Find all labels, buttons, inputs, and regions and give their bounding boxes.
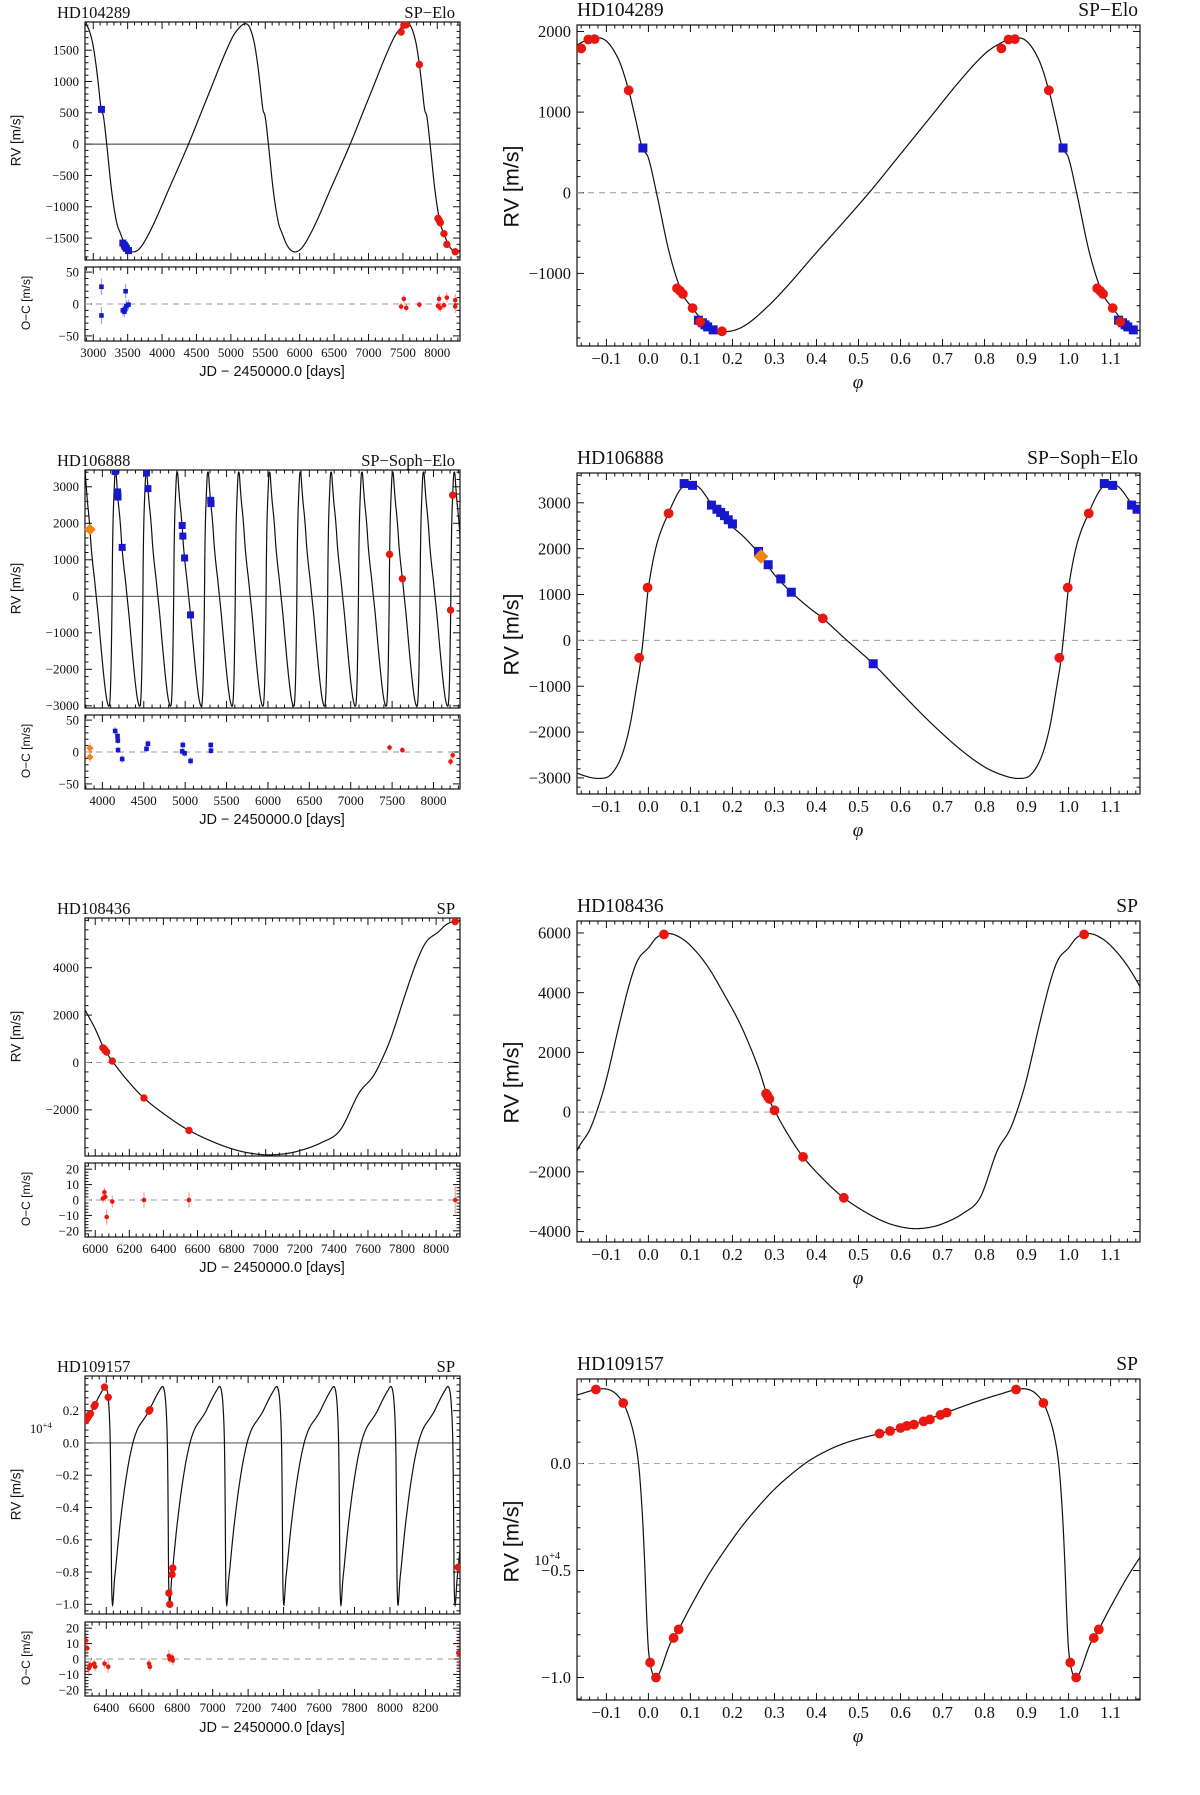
svg-text:2000: 2000 [538,539,571,559]
x-axis-label-jd: JD − 2450000.0 [days] [199,364,345,380]
svg-text:1.1: 1.1 [1100,1703,1121,1722]
svg-text:1.0: 1.0 [1058,1703,1079,1722]
svg-text:5000: 5000 [217,345,244,360]
instrument-label: SP−Soph−Elo [361,451,455,470]
svg-text:4500: 4500 [183,345,210,360]
svg-text:−20: −20 [58,1682,79,1698]
x-axis-label-jd: JD − 2450000.0 [days] [199,1260,345,1276]
svg-text:0.6: 0.6 [890,1703,911,1722]
svg-text:2000: 2000 [538,1042,571,1062]
svg-text:−0.6: −0.6 [55,1532,79,1548]
svg-text:0.0: 0.0 [62,1435,79,1451]
svg-text:7500: 7500 [379,793,406,808]
svg-text:6400: 6400 [150,1241,177,1256]
svg-text:7200: 7200 [286,1241,313,1256]
svg-text:−0.1: −0.1 [591,1703,622,1722]
svg-text:0.5: 0.5 [848,349,869,368]
svg-text:3000: 3000 [538,493,571,513]
svg-text:6200: 6200 [116,1241,143,1256]
y-axis-label-rv: RV [m/s] [8,1010,24,1063]
svg-text:0.9: 0.9 [1016,797,1037,816]
star-name: HD104289 [577,0,664,21]
svg-text:0.7: 0.7 [932,1703,953,1722]
svg-text:−0.4: −0.4 [55,1499,79,1515]
svg-text:0.2: 0.2 [722,1245,743,1264]
svg-text:1.0: 1.0 [1058,797,1079,816]
x-axis-label-phi: φ [852,1268,864,1289]
svg-text:4000: 4000 [538,983,571,1003]
svg-text:0.3: 0.3 [764,1245,785,1264]
svg-text:0.1: 0.1 [680,349,701,368]
svg-text:−1000: −1000 [528,264,571,284]
instrument-label: SP [1116,1354,1138,1375]
svg-text:−4000: −4000 [528,1222,571,1242]
svg-text:−3000: −3000 [45,698,79,714]
svg-text:7400: 7400 [320,1241,347,1256]
svg-text:−1500: −1500 [45,230,79,246]
x-axis-label-phi: φ [852,820,864,841]
svg-text:0.6: 0.6 [890,1245,911,1264]
svg-text:1.1: 1.1 [1100,797,1121,816]
y-axis-scale-label: $10^{+4}$ [534,1551,561,1569]
row-hd104289 [0,0,1200,449]
svg-text:0.4: 0.4 [806,1703,827,1722]
svg-text:5500: 5500 [213,793,240,808]
svg-text:6000: 6000 [538,923,571,943]
svg-text:0.1: 0.1 [680,1703,701,1722]
svg-text:−0.1: −0.1 [591,349,622,368]
svg-text:0.6: 0.6 [890,797,911,816]
svg-text:1.0: 1.0 [1058,1245,1079,1264]
rv-plots-hd106888 [0,448,1200,897]
svg-text:4500: 4500 [130,793,157,808]
svg-text:6500: 6500 [321,345,348,360]
svg-text:−0.5: −0.5 [541,1561,571,1581]
svg-text:0.7: 0.7 [932,349,953,368]
svg-text:6500: 6500 [296,793,323,808]
star-name: HD109157 [57,1357,131,1376]
svg-text:−1.0: −1.0 [541,1668,571,1688]
svg-text:0.8: 0.8 [974,349,995,368]
svg-text:0.9: 0.9 [1016,1245,1037,1264]
svg-text:−10: −10 [58,1207,79,1223]
instrument-label: SP [1116,896,1138,917]
svg-text:6000: 6000 [286,345,313,360]
svg-text:0: 0 [562,1102,571,1122]
svg-text:7000: 7000 [337,793,364,808]
svg-text:−50: −50 [58,776,79,792]
instrument-label: SP−Soph−Elo [1027,448,1138,469]
svg-text:2000: 2000 [53,1007,79,1023]
y-axis-label-oc: O−C [m/s] [19,275,33,331]
y-axis-label-rv: RV [m/s] [8,1468,24,1521]
svg-text:10: 10 [66,1177,79,1193]
svg-text:0: 0 [72,1651,79,1667]
svg-text:0.7: 0.7 [932,797,953,816]
svg-text:0.5: 0.5 [848,1703,869,1722]
svg-text:6600: 6600 [184,1241,211,1256]
star-name: HD106888 [577,448,664,469]
svg-text:0.5: 0.5 [848,1245,869,1264]
svg-text:20: 20 [66,1161,79,1177]
svg-text:1000: 1000 [53,73,79,89]
svg-text:4000: 4000 [149,345,176,360]
instrument-label: SP [436,1357,455,1376]
svg-text:0.5: 0.5 [848,797,869,816]
svg-text:0.4: 0.4 [806,1245,827,1264]
svg-text:5000: 5000 [172,793,199,808]
svg-text:8000: 8000 [424,345,451,360]
rv-plots-hd104289 [0,0,1200,449]
x-axis-label-phi: φ [852,1726,864,1747]
svg-text:3000: 3000 [53,479,79,495]
svg-text:8200: 8200 [412,1700,439,1715]
svg-text:0.3: 0.3 [764,797,785,816]
svg-text:0.3: 0.3 [764,349,785,368]
star-name: HD106888 [57,451,131,470]
svg-text:1500: 1500 [53,42,79,58]
svg-text:7800: 7800 [341,1700,368,1715]
svg-text:0: 0 [72,588,79,604]
svg-text:8000: 8000 [420,793,447,808]
svg-text:−20: −20 [58,1223,79,1239]
svg-text:−2000: −2000 [528,722,571,742]
svg-text:8000: 8000 [423,1241,450,1256]
svg-text:0.7: 0.7 [932,1245,953,1264]
svg-text:0.8: 0.8 [974,797,995,816]
svg-text:0.9: 0.9 [1016,1703,1037,1722]
svg-text:0.3: 0.3 [764,1703,785,1722]
svg-text:0.6: 0.6 [890,349,911,368]
star-name: HD109157 [577,1354,664,1375]
svg-text:−0.1: −0.1 [591,1245,622,1264]
y-axis-label-rv-phase: RV [m/s] [499,1500,524,1583]
star-name: HD104289 [57,3,131,22]
svg-text:0.8: 0.8 [974,1703,995,1722]
svg-text:1.0: 1.0 [1058,349,1079,368]
svg-text:0.2: 0.2 [62,1403,79,1419]
svg-text:10: 10 [66,1636,79,1652]
svg-text:50: 50 [66,264,79,280]
svg-text:0.2: 0.2 [722,349,743,368]
instrument-label: SP−Elo [1078,0,1138,21]
x-axis-label-phi: φ [852,372,864,393]
svg-text:0: 0 [72,1192,79,1208]
svg-text:0.4: 0.4 [806,797,827,816]
svg-text:8000: 8000 [376,1700,403,1715]
svg-text:−1000: −1000 [45,625,79,641]
svg-text:0.8: 0.8 [974,1245,995,1264]
star-name: HD108436 [57,899,131,918]
svg-text:7400: 7400 [270,1700,297,1715]
svg-text:0: 0 [72,296,79,312]
svg-text:6000: 6000 [82,1241,109,1256]
svg-text:6800: 6800 [218,1241,245,1256]
svg-text:6400: 6400 [93,1700,120,1715]
svg-text:0.9: 0.9 [1016,349,1037,368]
svg-text:−0.1: −0.1 [591,797,622,816]
svg-text:0.0: 0.0 [638,1703,659,1722]
y-axis-label-oc: O−C [m/s] [19,723,33,779]
svg-text:50: 50 [66,712,79,728]
svg-text:0.0: 0.0 [638,349,659,368]
svg-text:−500: −500 [52,167,79,183]
y-axis-label-rv-phase: RV [m/s] [499,145,524,228]
svg-text:1.1: 1.1 [1100,349,1121,368]
svg-text:7600: 7600 [306,1700,333,1715]
svg-text:−2000: −2000 [528,1162,571,1182]
svg-text:0: 0 [562,630,571,650]
svg-text:4000: 4000 [89,793,116,808]
svg-text:7200: 7200 [235,1700,262,1715]
svg-text:2000: 2000 [538,22,571,42]
instrument-label: SP [436,899,455,918]
svg-text:−10: −10 [58,1666,79,1682]
svg-text:−2000: −2000 [45,1102,79,1118]
y-axis-label-rv-phase: RV [m/s] [499,593,524,676]
y-axis-label-oc: O−C [m/s] [19,1630,33,1686]
svg-text:3500: 3500 [114,345,141,360]
x-axis-label-jd: JD − 2450000.0 [days] [199,1720,345,1736]
svg-text:1000: 1000 [538,585,571,605]
svg-text:0.2: 0.2 [722,797,743,816]
svg-text:0.1: 0.1 [680,1245,701,1264]
row-hd108436 [0,896,1200,1345]
svg-text:−0.8: −0.8 [55,1564,79,1580]
svg-text:0: 0 [72,744,79,760]
svg-text:0: 0 [72,136,79,152]
svg-text:1000: 1000 [538,102,571,122]
svg-text:7800: 7800 [389,1241,416,1256]
svg-text:6800: 6800 [164,1700,191,1715]
svg-text:6000: 6000 [254,793,281,808]
y-axis-label-rv: RV [m/s] [8,562,24,615]
svg-text:−1.0: −1.0 [55,1596,79,1612]
svg-text:1000: 1000 [53,552,79,568]
y-axis-label-rv: RV [m/s] [8,114,24,167]
svg-text:3000: 3000 [80,345,107,360]
svg-text:0.0: 0.0 [638,797,659,816]
svg-text:500: 500 [59,105,79,121]
svg-text:−2000: −2000 [45,661,79,677]
rv-plots-hd108436 [0,896,1200,1345]
svg-text:2000: 2000 [53,515,79,531]
y-axis-label-rv-phase: RV [m/s] [499,1041,524,1124]
y-axis-scale-label: $10^{+4}$ [30,1420,52,1437]
svg-text:5500: 5500 [252,345,279,360]
svg-text:7000: 7000 [252,1241,279,1256]
svg-text:0.4: 0.4 [806,349,827,368]
star-name: HD108436 [577,896,664,917]
svg-text:1.1: 1.1 [1100,1245,1121,1264]
row-hd109157 [0,1346,1200,1795]
svg-text:0.1: 0.1 [680,797,701,816]
svg-text:−1000: −1000 [528,676,571,696]
svg-text:0: 0 [562,183,571,203]
svg-text:7600: 7600 [354,1241,381,1256]
svg-text:−50: −50 [58,328,79,344]
svg-text:7000: 7000 [199,1700,226,1715]
x-axis-label-jd: JD − 2450000.0 [days] [199,812,345,828]
y-axis-label-oc: O−C [m/s] [19,1171,33,1227]
svg-text:−1000: −1000 [45,199,79,215]
instrument-label: SP−Elo [404,3,455,22]
svg-text:6600: 6600 [128,1700,155,1715]
svg-text:7500: 7500 [389,345,416,360]
svg-text:−0.2: −0.2 [55,1467,79,1483]
svg-text:7000: 7000 [355,345,382,360]
svg-text:0.2: 0.2 [722,1703,743,1722]
svg-text:−3000: −3000 [528,768,571,788]
svg-text:0.0: 0.0 [550,1454,571,1474]
svg-text:0: 0 [72,1054,79,1070]
row-hd106888 [0,448,1200,897]
svg-text:20: 20 [66,1620,79,1636]
svg-text:0.0: 0.0 [638,1245,659,1264]
svg-text:4000: 4000 [53,960,79,976]
